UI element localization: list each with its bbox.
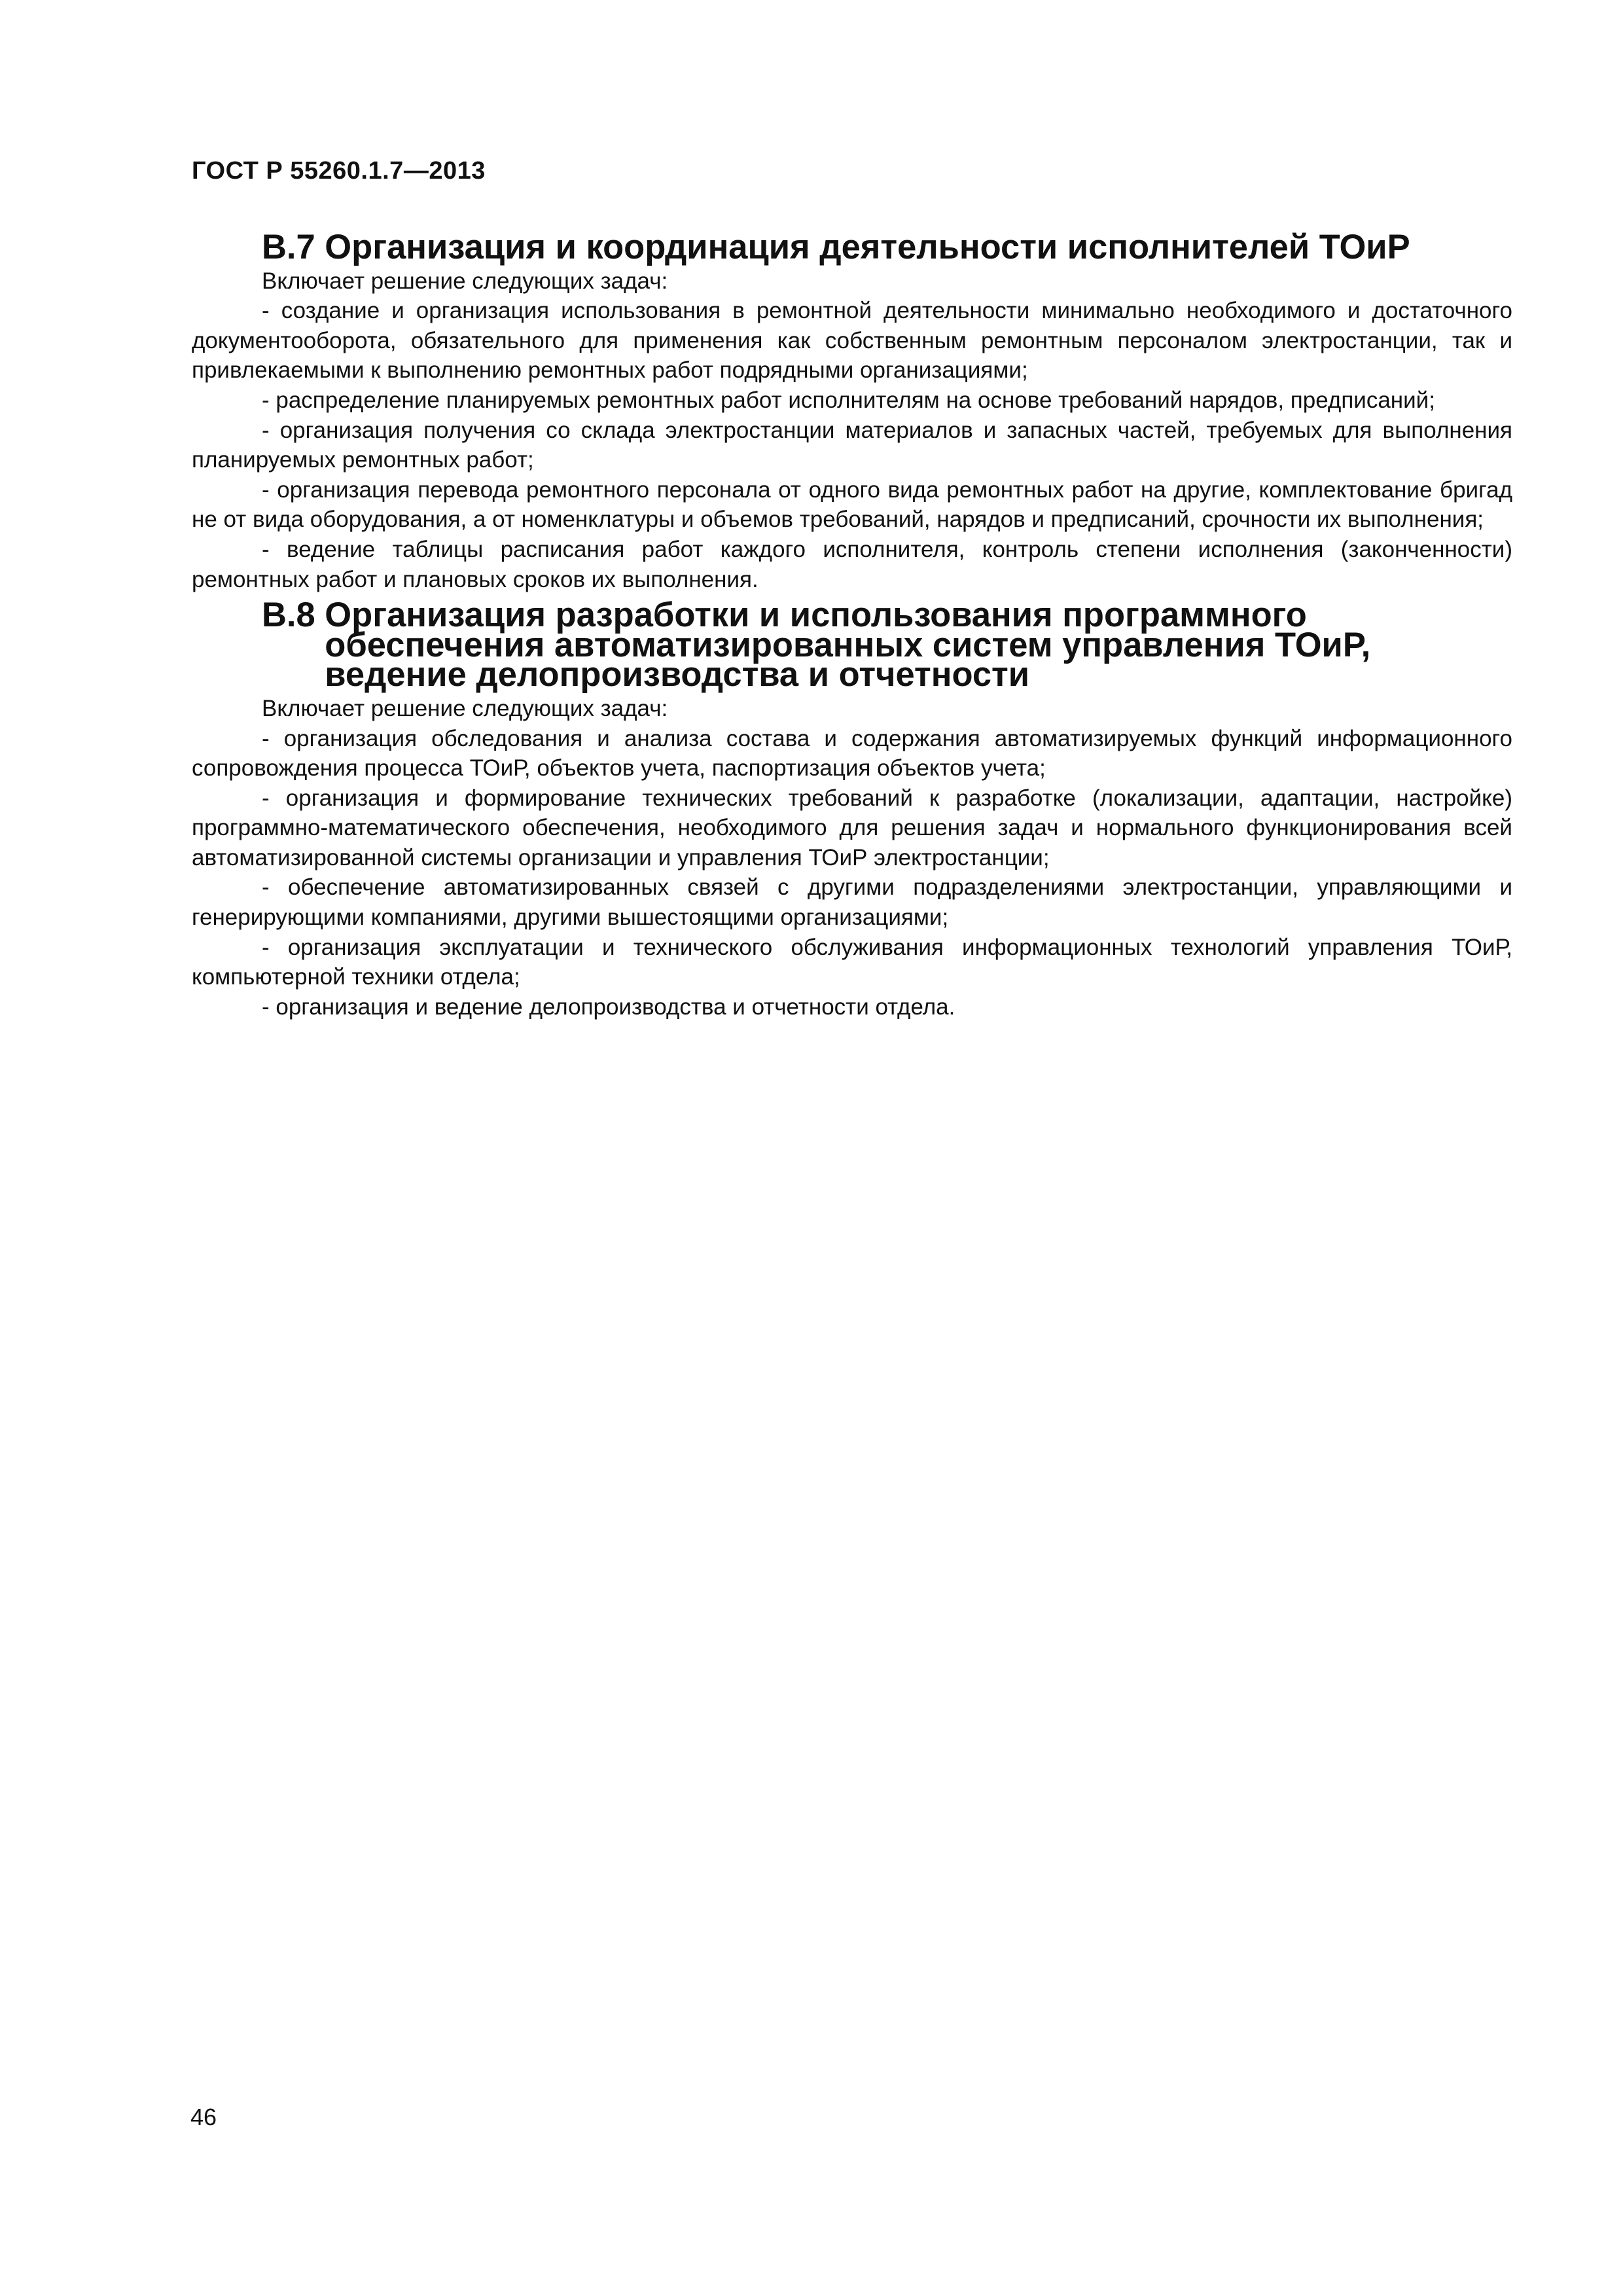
list-item: - организация обследования и анализа состава и содержания автоматизируемых функций информационного сопровождения процесса ТОиР, объектов учета, паспортизация объектов учета; <box>192 725 1512 781</box>
list-item: - организация и формирование технических требований к разработке (локализации, адаптации, настройке) программно-математического обеспечения, необходимого для решения задач и нормального функционирования всей автоматизированной системы организации и управления ТОиР электростанции; <box>192 785 1512 870</box>
section-intro: Включает решение следующих задач: <box>262 695 668 721</box>
list-item: - организация эксплуатации и технического обслуживания информационных технологий управления ТОиР, компьютерной техники отдела; <box>192 934 1512 990</box>
section-intro: Включает решение следующих задач: <box>262 268 668 294</box>
list-item: - ведение таблицы расписания работ каждого исполнителя, контроль степени исполнения (законченности) ремонтных работ и плановых сроков их выполнения. <box>192 536 1512 592</box>
section-title: Организация и координация деятельности исполнителей ТОиР <box>325 228 1410 266</box>
list-item: - создание и организация использования в ремонтной деятельности минимально необходимого и достаточного документооборота, обязательного для применения как собственным ремонтным персоналом электростанции, так и привлекаемыми к выполнению ремонтных работ подрядными организациями; <box>192 298 1512 384</box>
section-b8 <box>192 596 1512 1022</box>
section-number: В.7 <box>262 228 315 266</box>
page-number: 46 <box>190 2104 217 2130</box>
section-heading <box>192 228 1512 266</box>
section-number: В.8 <box>262 596 315 635</box>
section-heading <box>192 596 1512 694</box>
section-b7 <box>192 228 1512 594</box>
list-item: - обеспечение автоматизированных связей с другими подразделениями электростанции, управляющими и генерирующими компаниями, другими вышестоящими организациями; <box>192 874 1512 931</box>
list-item: - организация перевода ремонтного персонала от одного вида ремонтных работ на другие, комплектование бригад не от вида оборудования, а от номенклатуры и объемов требований, нарядов и предписаний, срочности их выполнения; <box>192 476 1512 533</box>
section-title: Организация разработки и использования программного обеспечения автоматизированных систем управления ТОиР, ведение делопроизводства и отчетности <box>325 596 1371 694</box>
list-item: - распределение планируемых ремонтных работ исполнителям на основе требований нарядов, предписаний; <box>262 387 1435 413</box>
list-item: - организация получения со склада электростанции материалов и запасных частей, требуемых для выполнения планируемых ремонтных работ; <box>192 417 1512 473</box>
document-body <box>192 228 1512 1022</box>
list-item: - организация и ведение делопроизводства и отчетности отдела. <box>262 994 955 1020</box>
document-header-standard-id: ГОСТ Р 55260.1.7—2013 <box>192 157 486 185</box>
